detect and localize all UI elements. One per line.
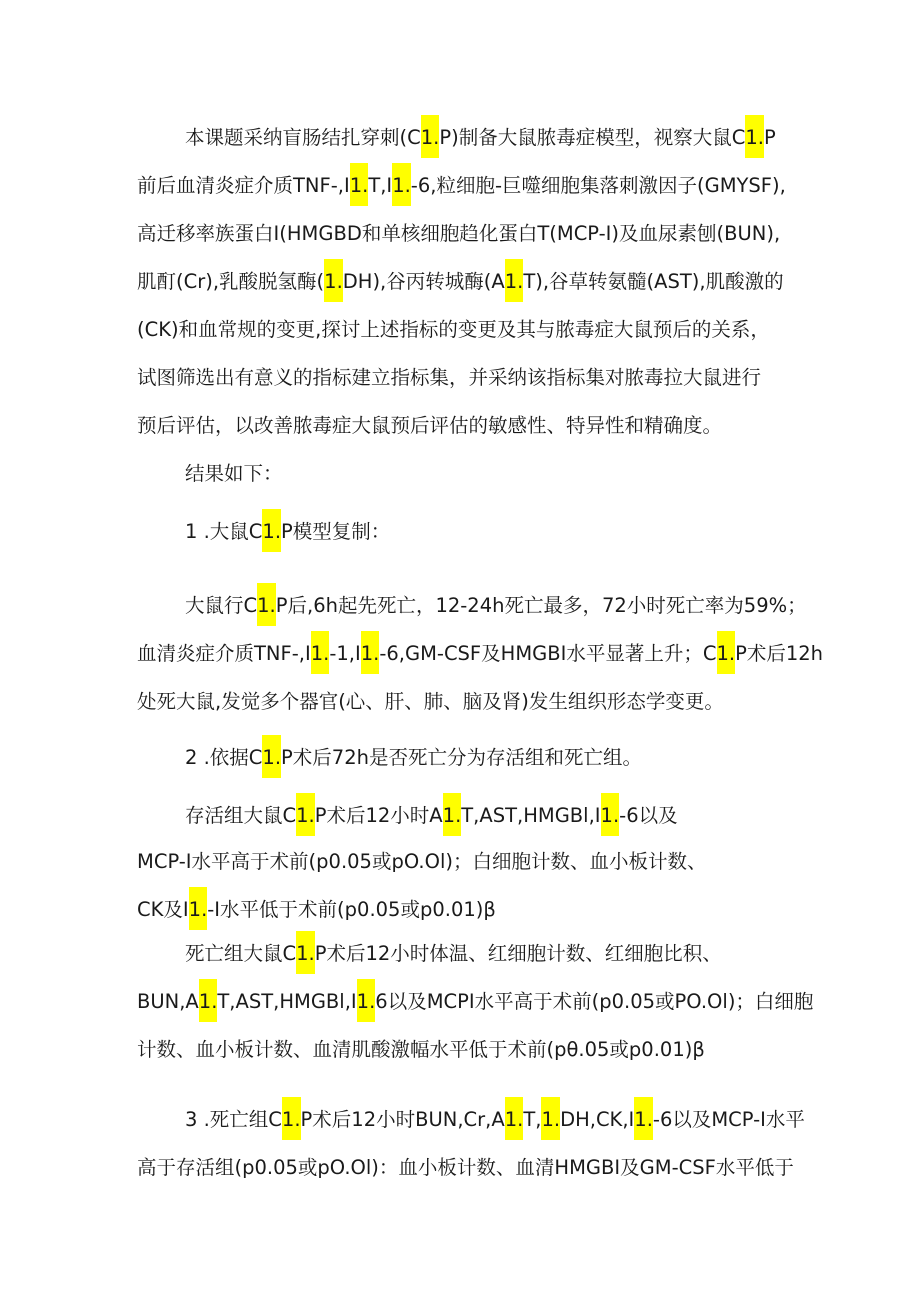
line: [185, 944, 722, 964]
text-run: DH),谷丙转城酶(A: [342, 270, 505, 293]
highlighted-text: 1.: [360, 642, 380, 665]
line: [137, 1040, 705, 1060]
text-run: P术后12小时体温、红细胞计数、红细胞比积、: [314, 942, 722, 965]
text-run: 存活组大鼠C: [185, 804, 297, 827]
text-run: 结果如下：: [185, 462, 283, 485]
text-run: 预后评估，以改善脓毒症大鼠预后评估的敏感性、特异性和精确度。: [137, 414, 723, 437]
highlighted-text: 1.: [541, 1108, 561, 1131]
highlighted-text: 1.: [349, 174, 369, 197]
text-run: T,I: [368, 174, 393, 197]
highlighted-text: 1.: [356, 990, 376, 1013]
text-run: 计数、血小板计数、血清肌酸激幅水平低于术前(pθ.05或p0.01)β: [137, 1038, 705, 1061]
text-run: 试图筛选出有意义的指标建立指标集，并采纳该指标集对脓毒拉大鼠进行: [137, 366, 762, 389]
text-run: 3 .死亡组C: [185, 1108, 282, 1131]
text-run: 本课题采纳盲肠结扎穿刺(C: [185, 126, 421, 149]
text-run: P术后72h是否死亡分为存活组和死亡组。: [281, 746, 642, 769]
text-run: T),谷草转氨髓(AST),肌酸激的: [523, 270, 784, 293]
text-run: -I水平低于术前(p0.05或p0.01)β: [207, 898, 496, 921]
text-run: T,: [523, 1108, 542, 1131]
text-run: 6以及MCPI水平高于术前(p0.05或PO.Ol)；白细胞: [375, 990, 814, 1013]
line: [185, 522, 390, 542]
highlighted-text: 1.: [442, 804, 462, 827]
text-run: -6以及: [619, 804, 678, 827]
text-run: T,AST,HMGBl,I: [217, 990, 357, 1013]
line: [137, 1158, 794, 1178]
text-run: MCP-I水平高于术前(p0.05或pO.Ol)；白细胞计数、血小板计数、: [137, 850, 707, 873]
highlighted-text: 1.: [262, 746, 282, 769]
text-run: P术后12小时BUN,Cr,A: [300, 1108, 505, 1131]
text-run: (CK)和血常规的变更,探讨上述指标的变更及其与脓毒症大鼠预后的关系，: [137, 318, 770, 341]
line: [137, 320, 770, 340]
text-run: 大鼠行C: [185, 594, 258, 617]
text-run: 肌酊(Cr),乳酸脱氢酶(: [137, 270, 325, 293]
highlighted-text: 1.: [634, 1108, 653, 1131]
highlighted-text: 1.: [420, 126, 440, 149]
line: [185, 1110, 805, 1130]
text-run: 前后血清炎症介质TNF-,I: [137, 174, 350, 197]
highlighted-text: 1.: [504, 1108, 524, 1131]
text-run: P后,6h起先死亡，12-24h死亡最多，72小时死亡率为59%；: [275, 594, 807, 617]
line: [185, 748, 642, 768]
text-run: 血清炎症介质TNF-,I: [137, 642, 311, 665]
text-run: P术后12小时A: [314, 804, 443, 827]
highlighted-text: 1.: [296, 804, 315, 827]
highlighted-text: 1.: [310, 642, 330, 665]
text-run: P)制备大鼠脓毒症模型，视察大鼠C: [439, 126, 746, 149]
line: [137, 900, 496, 920]
text-run: -6,粒细胞-巨噬细胞集落刺激因子(GMYSF),: [410, 174, 786, 197]
highlighted-text: 1.: [504, 270, 524, 293]
highlighted-text: 1.: [392, 174, 411, 197]
text-run: 处死大鼠,发觉多个器官(心、肝、肺、脑及肾)发生组织形态学变更。: [137, 690, 724, 713]
highlighted-text: 1.: [745, 126, 764, 149]
highlighted-text: 1.: [188, 898, 208, 921]
highlighted-text: 1.: [600, 804, 620, 827]
text-run: CK及I: [137, 898, 189, 921]
line: [137, 224, 780, 244]
highlighted-text: 1.: [257, 594, 276, 617]
text-run: DH,CK,I: [560, 1108, 635, 1131]
line: [185, 464, 283, 484]
highlighted-text: 1.: [324, 270, 343, 293]
line: [137, 992, 813, 1012]
text-run: T,AST,HMGBl,I: [461, 804, 601, 827]
text-run: 高于存活组(p0.05或pO.Ol)：血小板计数、血清HMGBI及GM-CSF水平低于: [137, 1156, 794, 1179]
text-run: -6,GM-CSF及HMGBI水平显著上升；C: [379, 642, 717, 665]
text-run: 高迁移率族蛋白I(HMGBD和单核细胞趋化蛋白T(MCP-I)及血尿素刨(BUN),: [137, 222, 781, 245]
line: [137, 692, 724, 712]
line: [185, 128, 776, 148]
line: [185, 596, 807, 616]
line: [137, 644, 823, 664]
highlighted-text: 1.: [716, 642, 736, 665]
text-run: P模型复制：: [281, 520, 391, 543]
text-run: 1 .大鼠C: [185, 520, 263, 543]
line: [137, 272, 784, 292]
highlighted-text: 1.: [281, 1108, 301, 1131]
text-run: -6以及MCP-I水平: [652, 1108, 805, 1131]
line: [137, 176, 786, 196]
highlighted-text: 1.: [296, 942, 315, 965]
text-run: P术后12h: [735, 642, 824, 665]
line: [137, 368, 761, 388]
line: [185, 806, 678, 826]
text-run: 死亡组大鼠C: [185, 942, 297, 965]
highlighted-text: 1.: [262, 520, 282, 543]
text-run: P: [763, 126, 776, 149]
text-run: 2 .依据C: [185, 746, 263, 769]
highlighted-text: 1.: [198, 990, 218, 1013]
line: [137, 852, 706, 872]
text-run: -1,I: [329, 642, 361, 665]
text-run: BUN,A: [137, 990, 199, 1013]
line: [137, 416, 722, 436]
